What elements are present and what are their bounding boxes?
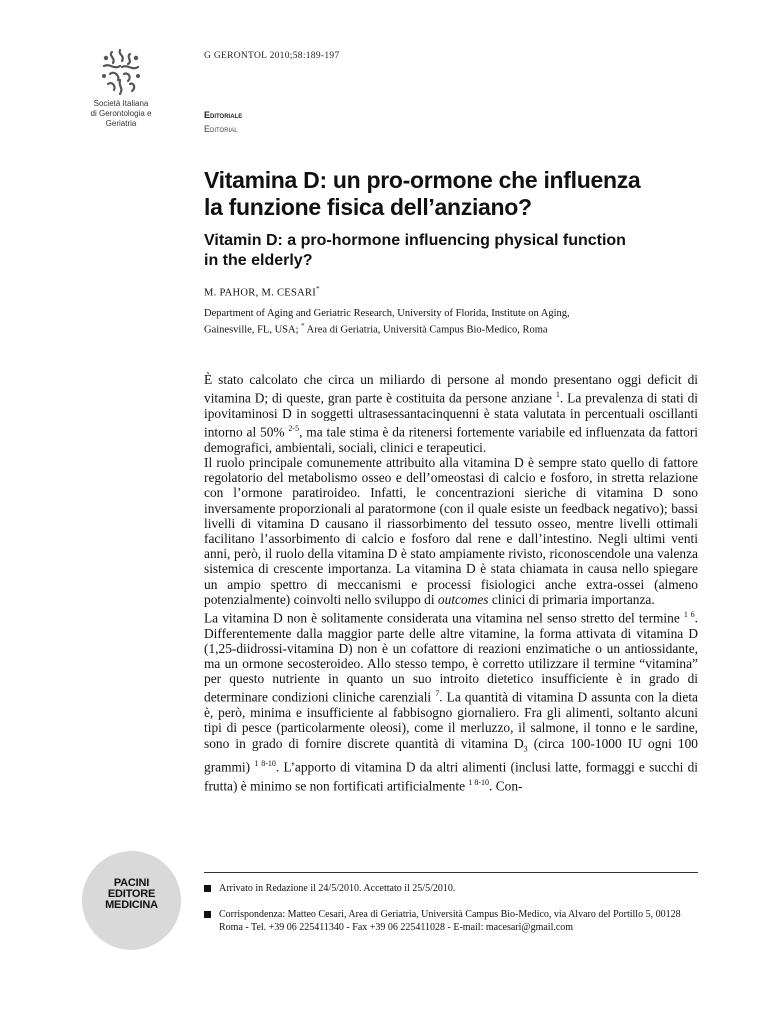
affiliation: Department of Aging and Geriatric Research, University of Florida, Institute on Aging, Gainesville, FL, USA; * Area di Geriatria, Università Campus Bio-Medico, Roma	[204, 308, 570, 336]
received-note: Arrivato in Redazione il 24/5/2010. Accettato il 25/5/2010.	[204, 882, 698, 895]
paragraph-2: Il ruolo principale comunemente attribuito alla vitamina D è sempre stato quello di fattore regolatorio del metabolismo osseo e dell’omeostasi di calcio e fosforo, in stretta relazione con l’ormone paratiroideo. Infatti, le concentrazioni sieriche di vitamina D sono inversamente proporzionali al paratormone (con il quale esiste un feedback negativo); bassi livelli di vitamina D causano il riassorbimento del tessuto osseo, mentre livelli ottimali facilitano l’assorbimento di calcio e fosforo dal rene e dall’intestino. Negli ultimi venti anni, però, il ruolo della vitamina D è stato ampiamente rivisto, riconoscendole una valenza sistemica di crescente importanza. La vitamina D è stata chiamata in causa nello spiegare un ampio spettro di meccanismi e processi fisiologici anche extra-ossei (almeno potenzialmente) coinvolti nello sviluppo di outcomes clinici di primaria importanza.	[204, 454, 698, 607]
paragraph-1: È stato calcolato che circa un miliardo di persone al mondo presentano oggi deficit di vitamina D; di queste, gran parte è costituita da persone anziane $^1$. La prevalenza di stati di ipovitaminosi D in soggetti ultrasessantacinquenni è stata valutata in percentuali oscillanti intorno al 50% $^{2-5}$, ma tale stima è da ritenersi fortemente variabile ed influenzata da fattori demografici, ambientali, sociali, clinici e terapeutici.	[204, 372, 699, 455]
journal-reference: G GERONTOL 2010;58:189-197	[204, 51, 340, 61]
article-title-it: Vitamina D: un pro-ormone che influenza la funzione fisica dell’anziano?	[204, 167, 641, 220]
bullet-square-icon	[204, 885, 211, 892]
footnote-divider	[204, 872, 698, 873]
society-logo	[84, 46, 158, 129]
article-title-en: Vitamin D: a pro-hormone influencing physical function in the elderly?	[204, 232, 626, 269]
section-label-it: Editoriale	[204, 110, 243, 120]
paragraph-3: La vitamina D non è solitamente considerata una vitamina nel senso stretto del termine $^{1 6}$. Differentemente dalla maggior parte delle altre vitamine, la forma attivata di vitamina D (1,25-diidrossi-vitamina D) non è un cofattore di reazioni enzimatiche o un antiossidante, ma un ormone secosteroideo. Allo stesso tempo, è corretto utilizzare il termine “vitamina” per questo nutriente in quanto un suo introito dietetico insufficiente è in grado di determinare condizioni cliniche carenziali $^7$. La quantità di vitamina D assunta con la dieta è, però, minima e insufficiente al fabbisogno giornaliero. Fra gli alimenti, soltanto alcuni tipi di pesce (particolarmente oleosi), come il merluzzo, il salmone, il tonno e le sardine, sono in grado di fornire discrete quantità di vitamina $D_3$ (circa 100-1000 IU ogni 100 grammi) $^{1 8-10}$. L’apporto di vitamina D da altri alimenti (inclusi latte, formaggi e succhi di frutta) è minimo se non fortificati artificialmente $^{1 8-10}$. Con-	[204, 609, 699, 794]
publisher-logo	[82, 851, 181, 950]
society-logo-icon	[98, 46, 144, 96]
society-name: Società Italiana di Gerontologia e Geriatria	[90, 99, 152, 128]
publisher-name: PACINI EDITORE MEDICINA	[105, 877, 158, 911]
bullet-square-icon	[204, 911, 211, 918]
article-body	[204, 372, 698, 794]
authors: M. PAHOR, M. CESARI*	[204, 285, 320, 299]
section-label-en: Editorial	[204, 124, 238, 134]
correspondence-note: Corrispondenza: Matteo Cesari, Area di Geriatria, Università Campus Bio-Medico, via Alvaro del Portillo 5, 00128 Roma - Tel. +39 06 225411340 - Fax +39 06 225411028 - E-mail: macesari@gmail.com	[204, 908, 698, 934]
